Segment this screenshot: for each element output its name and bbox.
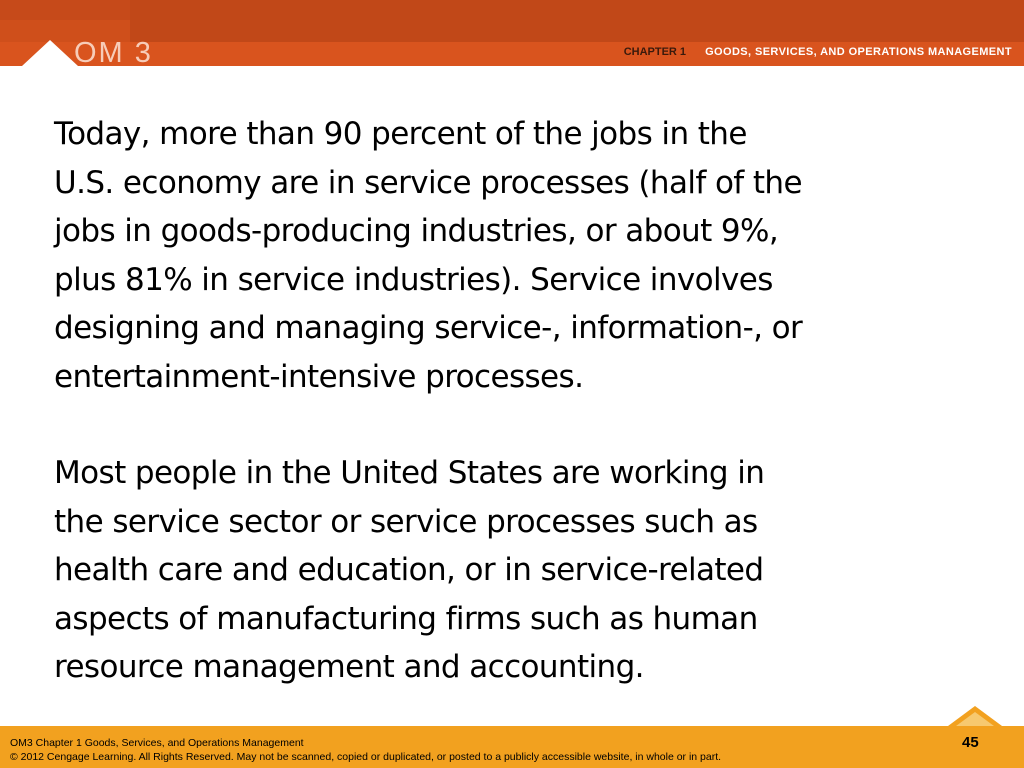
slide-footer [0,726,1024,768]
page-number: 45 [962,734,979,751]
slide-header [0,0,1024,66]
header-band-right [130,0,1024,42]
footer-copyright-line: © 2012 Cengage Learning. All Rights Reserved. May not be scanned, copied or duplicated, or posted to a publicly accessible website, in whole or in part. [10,751,722,763]
footer-text [10,736,721,764]
footer-triangle-inner-icon [956,712,994,726]
chapter-number: CHAPTER 1 [623,46,687,58]
footer-course-line: OM3 Chapter 1 Goods, Services, and Operations Management [10,737,304,749]
body-paragraph-1: Today, more than 90 percent of the jobs in the U.S. economy are in service processes (half of the jobs in goods-producing industries, or about 9%, plus 81% in service industries). Service involves designing and managing service-, information-, or entertainment-intensive processes. [54,116,803,395]
logo-triangle-icon [22,40,78,66]
slide-body [54,110,974,740]
body-paragraph-2: Most people in the United States are working in the service sector or service processes such as health care and education, or in service-related aspects of manufacturing firms such as human resource management and accounting. [54,455,765,685]
chapter-label [624,45,1012,59]
chapter-title: GOODS, SERVICES, AND OPERATIONS MANAGEMENT [705,46,1012,58]
logo-text: OM 3 [74,37,153,66]
